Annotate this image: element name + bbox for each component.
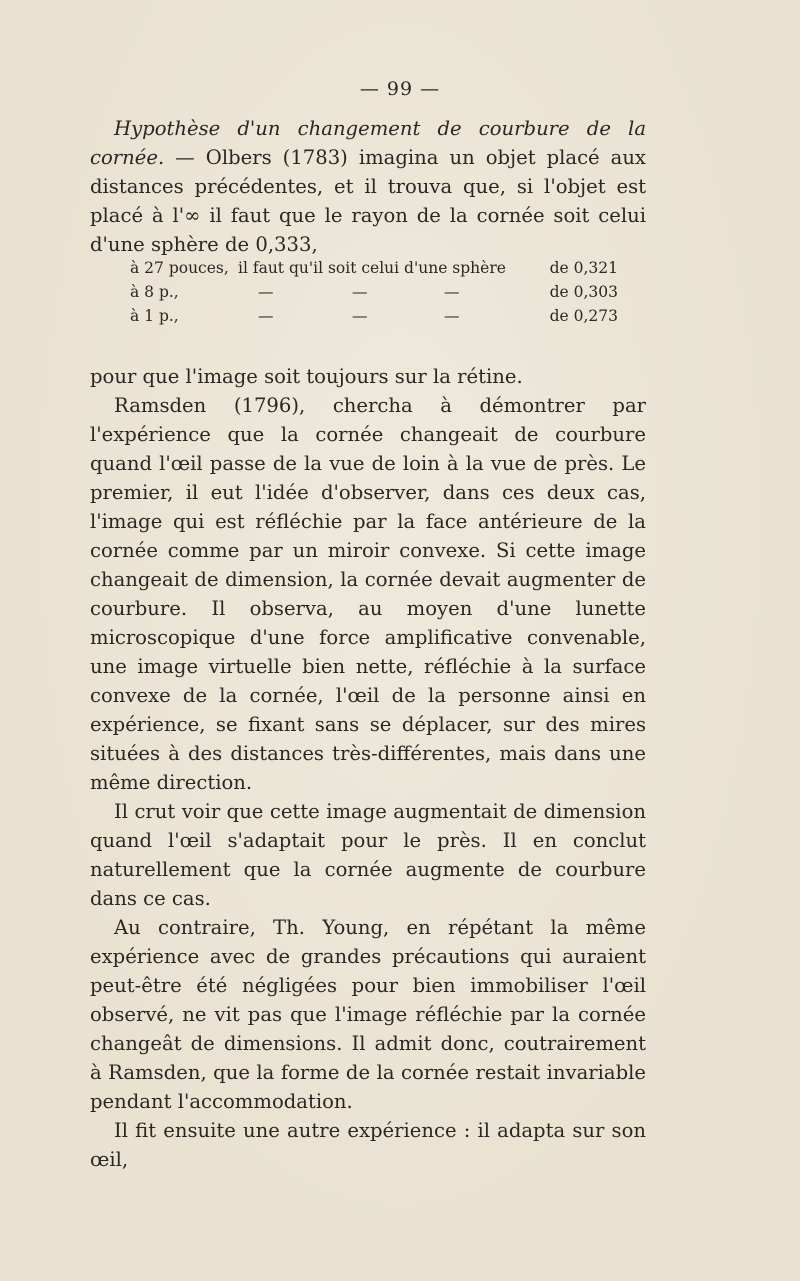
row-label: à 8 p.,	[130, 283, 179, 301]
ditto-mark: —	[444, 283, 460, 301]
table-row	[90, 304, 646, 328]
measurement-table	[90, 256, 646, 328]
row-text: il faut qu'il soit celui d'une sphère	[238, 259, 506, 277]
paragraph: Ramsden (1796), chercha à démontrer par l'expérience que la cornée changeait de courbure quand l'œil passe de la vue de loin à la vue de près. Le premier, il eut l'idée d'observer, dans ces deux cas, l'image qui est réfléchie par la face antérieure de la cornée comme par un miroir convexe. Si cette image changeait de dimension, la cornée devait augmenter de courbure. Il observa, au moyen d'une lunette microscopique d'une force amplificative convenable, une image virtuelle bien nette, réfléchie à la surface convexe de la cornée, l'œil de la personne ainsi en expérience, se fixant sans se déplacer, sur des mires situées à des distances très-différentes, mais dans une même direction.	[90, 394, 646, 794]
section-heading: Hypothèse d'un changement de courbure de la cornée.	[90, 117, 646, 169]
opening-paragraph	[90, 114, 646, 259]
row-label: à 1 p.,	[130, 307, 179, 325]
table-row	[90, 256, 646, 280]
table-row	[90, 280, 646, 304]
paragraph-text: Olbers (1783) imagina un objet placé aux distances précédentes, et il trouva que, si l'objet est placé à l'∞ il faut que le rayon de la cornée soit celui d'une sphère de 0,333,	[90, 146, 646, 256]
ditto-mark: —	[258, 307, 274, 325]
paragraph: Il crut voir que cette image augmentait de dimension quand l'œil s'adaptait pour le près. Il en conclut naturellement que la cornée augmente de courbure dans ce cas.	[90, 800, 646, 910]
opening-block	[90, 114, 646, 259]
ditto-mark: —	[444, 307, 460, 325]
row-value: de 0,321	[549, 259, 618, 277]
row-label: à 27 pouces,	[130, 259, 229, 277]
ditto-mark: —	[352, 283, 368, 301]
ditto-mark: —	[258, 283, 274, 301]
page-number: — 99 —	[359, 78, 441, 100]
ditto-mark: —	[352, 307, 368, 325]
paragraph: Il fit ensuite une autre expérience : il adapta sur son œil,	[90, 1119, 646, 1171]
body-text	[90, 362, 646, 1174]
row-value: de 0,273	[549, 307, 618, 325]
paragraph: pour que l'image soit toujours sur la rétine.	[90, 365, 523, 388]
paragraph: Au contraire, Th. Young, en répétant la même expérience avec de grandes précautions qui auraient peut-être été négligées pour bien immobiliser l'œil observé, ne vit pas que l'image réfléchie par la cornée changeât de dimensions. Il admit donc, coutrairement à Ramsden, que la forme de la cornée restait invariable pendant l'accommodation.	[90, 916, 646, 1113]
row-value: de 0,303	[549, 283, 618, 301]
heading-dash: —	[164, 146, 206, 169]
